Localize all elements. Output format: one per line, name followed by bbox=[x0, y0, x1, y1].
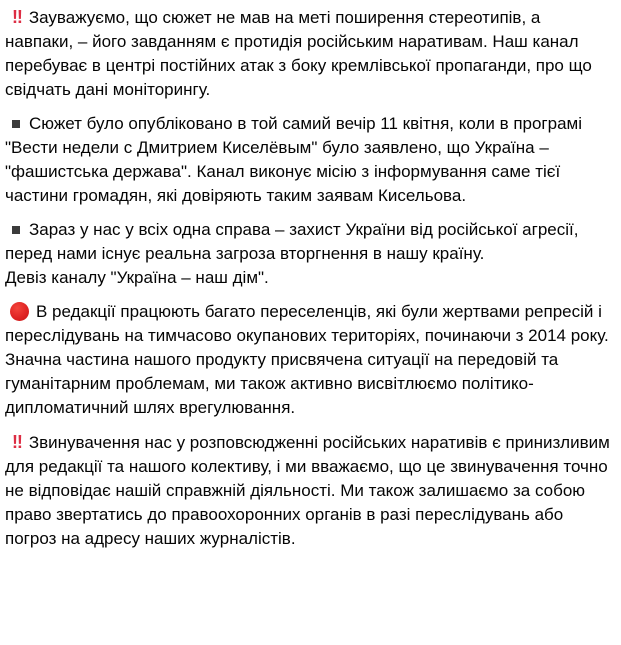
red-circle-icon bbox=[10, 302, 29, 321]
double-exclamation-icon: ‼ bbox=[12, 432, 24, 452]
channel-motto-text: Девіз каналу "Україна – наш дім". bbox=[5, 268, 269, 287]
post-paragraph bbox=[5, 112, 613, 208]
post-paragraph bbox=[5, 300, 613, 420]
paragraph-text: В редакції працюють багато переселенців, які були жертвами репресій і переслідувань на тимчасово окупанових територіях, починаючи з 2014 року. Значна частина нашого продукту присвячена ситуації на передовій та гуманітарним проблемам, ми також активно висвітлюємо політико-дипломатичний шлях врегулювання. bbox=[5, 302, 609, 417]
paragraph-text: Звинувачення нас у розповсюдженні російських наративів є принизливим для редакції та нашого колективу, і ми вважаємо, що це звинувачення точно не відповідає нашій справжній діяльності. Ми також залишаємо за собою право звертатись до правоохоронних органів в разі переслідувань або погроз на адресу наших журналістів. bbox=[5, 433, 610, 548]
black-square-icon bbox=[12, 120, 20, 128]
black-square-icon bbox=[12, 226, 20, 234]
post-paragraph bbox=[5, 218, 613, 290]
post-paragraph bbox=[5, 430, 613, 551]
double-exclamation-icon: ‼ bbox=[12, 7, 24, 27]
post-paragraph bbox=[5, 5, 613, 102]
paragraph-text: Зараз у нас у всіх одна справа – захист України від російської агресії, перед нами існує реальна загроза вторгнення в нашу країну. bbox=[5, 220, 579, 263]
paragraph-text: Сюжет було опубліковано в той самий вечір 11 квітня, коли в програмі "Вести недели с Дмитрием Киселёвым" було заявлено, що Україна – "фашистська держава". Канал виконує місію з інформування саме тієї частини громадян, які довіряють таким заявам Кисельова. bbox=[5, 114, 583, 205]
paragraph-text: Зауважуємо, що сюжет не мав на меті поширення стереотипів, а навпаки, – його завданням є протидія російським наративам. Наш канал перебуває в центрі постійних атак з боку кремлівської пропаганди, про що свідчать дані моніторингу. bbox=[5, 8, 592, 99]
